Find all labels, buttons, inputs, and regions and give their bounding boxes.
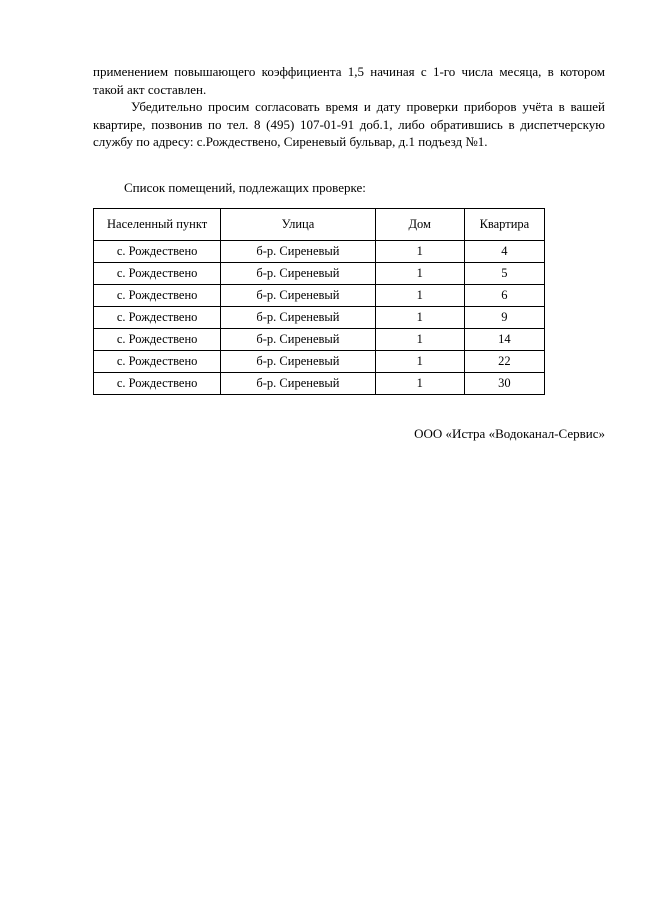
signature-organization: ООО «Истра «Водоканал-Сервис» xyxy=(414,426,605,441)
cell-settlement: с. Рождествено xyxy=(94,241,221,263)
cell-street: б-р. Сиреневый xyxy=(221,285,375,307)
cell-apartment: 9 xyxy=(464,307,544,329)
cell-apartment: 5 xyxy=(464,263,544,285)
cell-house: 1 xyxy=(375,263,464,285)
cell-house: 1 xyxy=(375,285,464,307)
cell-settlement: с. Рождествено xyxy=(94,285,221,307)
cell-street: б-р. Сиреневый xyxy=(221,351,375,373)
cell-settlement: с. Рождествено xyxy=(94,351,221,373)
cell-apartment: 22 xyxy=(464,351,544,373)
paragraph-continuation: применением повышающего коэффициента 1,5 начиная с 1-го числа месяца, в котором такой акт составлен. xyxy=(93,64,605,97)
cell-apartment: 30 xyxy=(464,373,544,395)
list-caption: Список помещений, подлежащих проверке: xyxy=(124,180,366,195)
cell-street: б-р. Сиреневый xyxy=(221,307,375,329)
cell-house: 1 xyxy=(375,241,464,263)
cell-settlement: с. Рождествено xyxy=(94,307,221,329)
table-row xyxy=(94,241,545,263)
cell-apartment: 4 xyxy=(464,241,544,263)
premises-table xyxy=(93,208,545,395)
table-row xyxy=(94,263,545,285)
table-row xyxy=(94,329,545,351)
header-house: Дом xyxy=(375,209,464,241)
cell-settlement: с. Рождествено xyxy=(94,263,221,285)
cell-house: 1 xyxy=(375,329,464,351)
cell-house: 1 xyxy=(375,307,464,329)
cell-street: б-р. Сиреневый xyxy=(221,373,375,395)
table-row xyxy=(94,373,545,395)
header-settlement: Населенный пункт xyxy=(94,209,221,241)
cell-settlement: с. Рождествено xyxy=(94,329,221,351)
header-street: Улица xyxy=(221,209,375,241)
cell-street: б-р. Сиреневый xyxy=(221,241,375,263)
cell-house: 1 xyxy=(375,351,464,373)
cell-settlement: с. Рождествено xyxy=(94,373,221,395)
paragraph-request: Убедительно просим согласовать время и дату проверки приборов учёта в вашей квартире, позвонив по тел. 8 (495) 107-01-91 доб.1, либо обратившись в диспетчерскую службу по адресу: с.Рождествено, Сиреневый бульвар, д.1 подъезд №1. xyxy=(93,99,605,149)
cell-street: б-р. Сиреневый xyxy=(221,329,375,351)
cell-house: 1 xyxy=(375,373,464,395)
cell-apartment: 6 xyxy=(464,285,544,307)
table-row xyxy=(94,351,545,373)
cell-street: б-р. Сиреневый xyxy=(221,263,375,285)
table-row xyxy=(94,285,545,307)
table-row xyxy=(94,307,545,329)
cell-apartment: 14 xyxy=(464,329,544,351)
header-apartment: Квартира xyxy=(464,209,544,241)
table-header-row xyxy=(94,209,545,241)
